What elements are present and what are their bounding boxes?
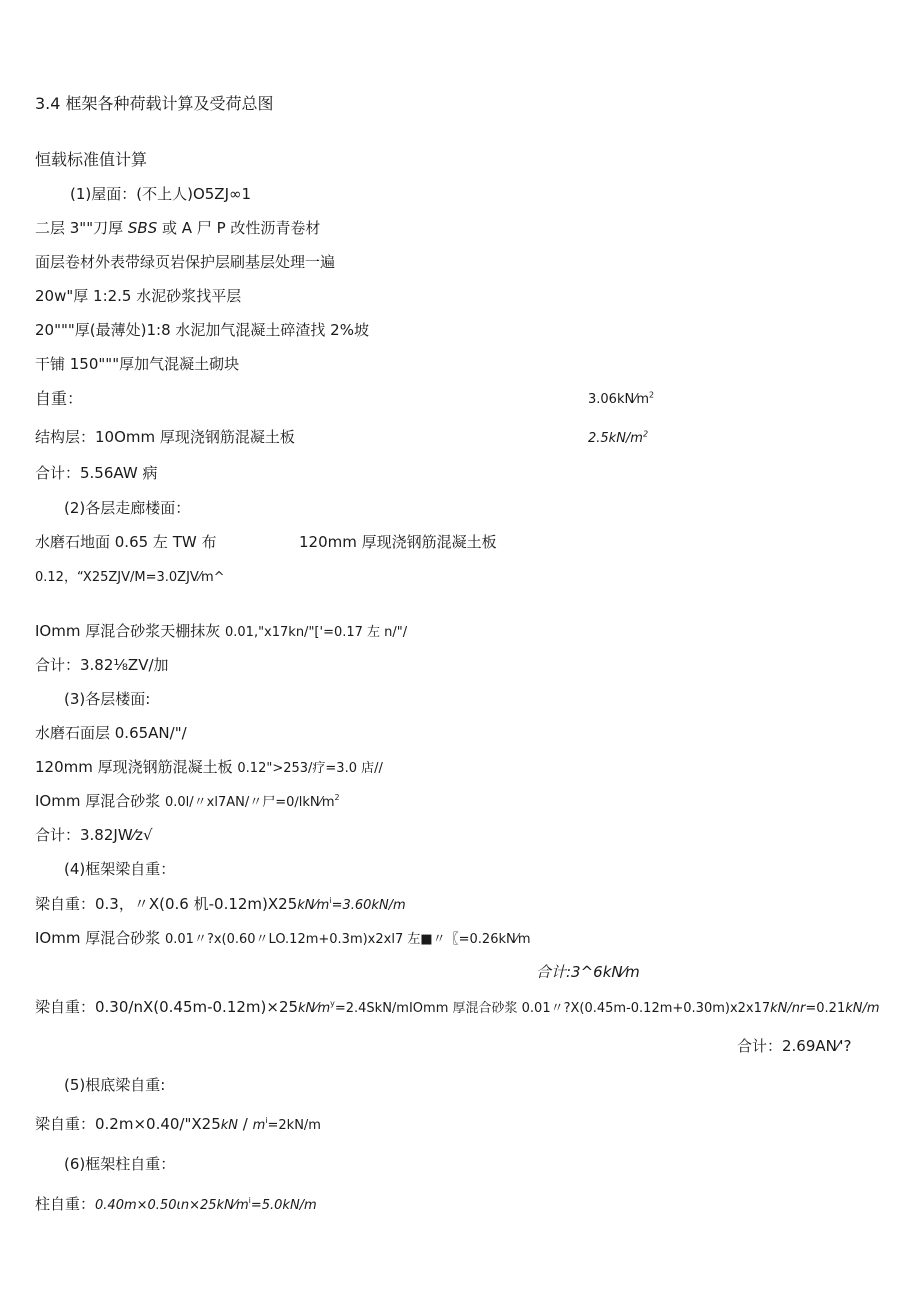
roof-line-1-c: 或 A 尸 P 改性沥青卷材 [157, 219, 321, 237]
column-line-1 [35, 1197, 317, 1212]
corridor-line-3 [35, 624, 407, 639]
roof-self-weight-number: 3.06kN⁄m [588, 392, 650, 407]
corridor-line-3-b: 0.01,"x17kn/"['=0.17 左 n/"/ [225, 625, 408, 640]
roof-structure-value [588, 429, 649, 446]
subsection-title: 恒载标准值计算 [35, 150, 148, 169]
corridor-line-3-a: IOmm 厚混合砂浆天棚抹灰 [35, 622, 225, 640]
base-beam-line-1 [35, 1117, 321, 1132]
roof-self-weight-value [588, 390, 655, 407]
beam-line-3-b: kN⁄m [298, 1001, 331, 1016]
floor-total: 合计：3.82JW⁄z√ [35, 826, 153, 844]
corridor-line-1-left: 水磨石地面 0.65 左 TW 布 [35, 533, 217, 551]
base-beam-line-1-e: =2kN/m [267, 1118, 321, 1133]
roof-line-5: 干铺 150"""厚加气混凝土砌块 [35, 355, 240, 373]
beam-line-1-c: =3.60kN/m [331, 898, 406, 913]
column-line-1-a: 柱自重： [35, 1195, 96, 1213]
base-beam-line-1-c: / [238, 1115, 253, 1133]
beam-line-1-b: kN⁄m [297, 898, 330, 913]
beam-line-3-sup: y [330, 999, 335, 1008]
beam-line-1-sup: i [329, 896, 332, 905]
floor-line-3 [35, 794, 340, 809]
column-line-1-sup: i [248, 1196, 251, 1205]
corridor-total: 合计：3.82⅛ZV/加 [35, 656, 169, 674]
roof-heading: (1)屋面：(不上人)O5ZJ∞1 [70, 185, 252, 203]
column-line-1-b: 0.40m×0.50ιn×25kN⁄m [95, 1198, 249, 1213]
beam-line-3-e: kN/nr [770, 1001, 806, 1016]
corridor-line-1-right: 120mm 厚现浇钢筋混凝土板 [299, 533, 497, 551]
corridor-heading: (2)各层走廊楼面： [64, 499, 191, 517]
floor-line-2 [35, 760, 383, 775]
floor-line-3-a: IOmm 厚混合砂浆 [35, 792, 165, 810]
roof-structure-number: 2.5kN/m [588, 431, 643, 446]
beam-line-3 [35, 1000, 880, 1015]
beam-heading: (4)框架梁自重： [64, 860, 176, 878]
beam-line-1-a: 梁自重：0.3，〃X(0.6 机-0.12m)X25 [35, 895, 298, 913]
beam-line-2 [35, 931, 531, 946]
beam-line-3-g: kN/m [845, 1001, 880, 1016]
base-beam-heading: (5)根底梁自重: [64, 1076, 166, 1094]
corridor-line-2: 0.12，“X25ZJV/M=3.0ZJV⁄m^ [35, 570, 225, 585]
beam-line-3-c: =2.4SkN/mIOmm 厚混合砂浆 [334, 1001, 522, 1016]
floor-line-3-b: 0.0l/〃xl7AN/〃尸=0∕lkN⁄m [165, 795, 335, 810]
roof-line-4: 20"""厚(最薄处)1:8 水泥加气混凝土碎渣找 2%坡 [35, 321, 369, 339]
roof-self-weight-label: 自重： [35, 389, 84, 408]
column-heading: (6)框架柱自重： [64, 1155, 176, 1173]
section-title: 3.4 框架各种荷载计算及受荷总图 [35, 94, 274, 113]
beam-subtotal: 合计:3^6kN⁄m [536, 963, 640, 981]
column-line-1-c: =5.0kN/m [250, 1198, 317, 1213]
roof-line-3: 20w"厚 1:2.5 水泥砂浆找平层 [35, 287, 242, 305]
base-beam-line-1-a: 梁自重：0.2m×0.40/"X25 [35, 1115, 221, 1133]
roof-total: 合计：5.56AW 病 [35, 464, 158, 482]
beam-line-1 [35, 897, 406, 912]
base-beam-line-1-sup: i [265, 1116, 268, 1125]
floor-line-1: 水磨石面层 0.65AN/"/ [35, 724, 187, 742]
beam-line-3-f: =0.21 [805, 1001, 846, 1016]
beam-total: 合计：2.69AN⁄'? [737, 1037, 852, 1055]
beam-line-3-a: 梁自重：0.30/nX(0.45m-0.12m)×25 [35, 998, 299, 1016]
roof-line-2: 面层卷材外表带绿页岩保护层刷基层处理一遍 [35, 253, 336, 271]
beam-line-2-a: IOmm 厚混合砂浆 [35, 929, 165, 947]
floor-line-2-b: 0.12">253/疗=3.0 店// [237, 761, 383, 776]
floor-line-3-sup: 2 [334, 793, 340, 802]
roof-structure-sup: 2 [642, 429, 649, 439]
base-beam-line-1-b: kN [220, 1118, 239, 1133]
beam-line-2-b: 0.01〃?x(0.60〃LO.12m+0.3m)x2xl7 左■〃〖=0.26kN⁄m [165, 932, 531, 947]
roof-line-1-a: 二层 3""刀厚 [35, 219, 128, 237]
beam-line-3-d: 0.01〃?X(0.45m-0.12m+0.30m)x2x17 [521, 1001, 771, 1016]
roof-line-1 [35, 221, 320, 236]
roof-self-weight-sup: 2 [649, 390, 655, 400]
floor-heading: (3)各层楼面: [64, 690, 151, 708]
floor-line-2-a: 120mm 厚现浇钢筋混凝土板 [35, 758, 238, 776]
roof-structure-label: 结构层：10Omm 厚现浇钢筋混凝土板 [35, 428, 295, 446]
base-beam-line-1-d: m [252, 1118, 266, 1133]
roof-line-1-b: SBS [127, 219, 158, 237]
